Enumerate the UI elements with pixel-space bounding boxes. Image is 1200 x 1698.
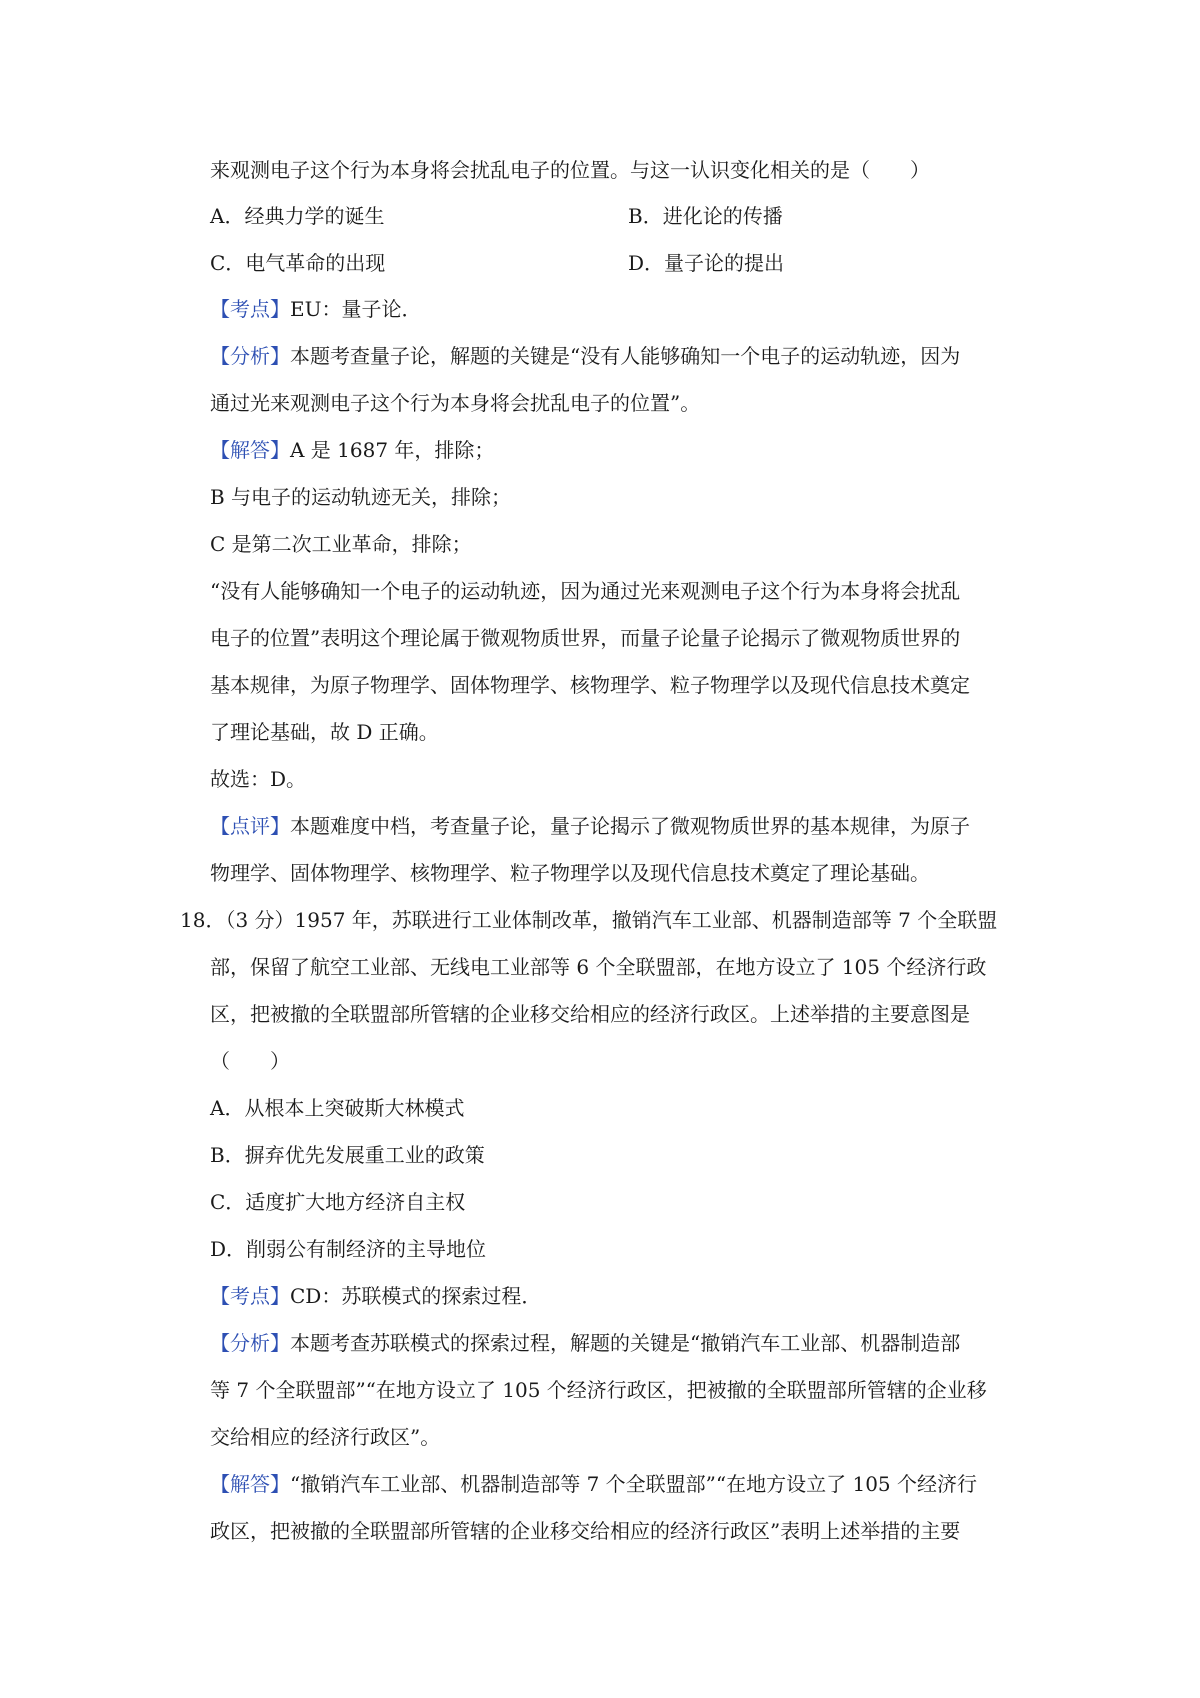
q17-dianping xyxy=(210,812,970,840)
q18-fenxi-line: 交给相应的经济行政区”。 xyxy=(210,1425,441,1449)
dianping-tag: 【点评】 xyxy=(210,814,290,838)
fenxi-tag: 【分析】 xyxy=(210,344,290,368)
q18-stem-line: 部，保留了航空工业部、无线电工业部等 6 个全联盟部，在地方设立了 105 个经济行政 xyxy=(210,955,987,979)
q17-jieda-line: 基本规律，为原子物理学、固体物理学、核物理学、粒子物理学以及现代信息技术奠定 xyxy=(210,673,970,697)
q18-kaodian xyxy=(210,1282,541,1310)
q18-jieda xyxy=(210,1470,977,1498)
jieda-text: A 是 1687 年，排除； xyxy=(290,438,495,462)
fenxi-text: 本题考查苏联模式的探索过程，解题的关键是“撤销汽车工业部、机器制造部 xyxy=(290,1331,961,1355)
kaodian-tag: 【考点】 xyxy=(210,1284,290,1308)
q18-option-a: A．从根本上突破斯大林模式 xyxy=(210,1096,465,1120)
jieda-tag: 【解答】 xyxy=(210,1472,290,1496)
q18-stem-line: 区，把被撤的全联盟部所管辖的企业移交给相应的经济行政区。上述举措的主要意图是 xyxy=(210,1002,970,1026)
fenxi-text: 本题考查量子论，解题的关键是“没有人能够确知一个电子的运动轨迹，因为 xyxy=(290,344,961,368)
q17-jieda xyxy=(210,436,494,464)
q17-option-b: B．进化论的传播 xyxy=(628,204,783,228)
q17-answer: 故选：D。 xyxy=(210,767,307,791)
q17-stem-tail: 来观测电子这个行为本身将会扰乱电子的位置。与这一认识变化相关的是（ ） xyxy=(210,158,930,182)
jieda-tag: 【解答】 xyxy=(210,438,290,462)
q18-stem: 18．（3 分）1957 年，苏联进行工业体制改革，撤销汽车工业部、机器制造部等 7 个全联盟 xyxy=(180,908,998,932)
kaodian-text: CD：苏联模式的探索过程． xyxy=(290,1284,542,1308)
q17-jieda-line: 电子的位置”表明这个理论属于微观物质世界，而量子论量子论揭示了微观物质世界的 xyxy=(210,626,961,650)
kaodian-text: EU：量子论． xyxy=(290,297,422,321)
q18-option-b: B．摒弃优先发展重工业的政策 xyxy=(210,1143,485,1167)
q18-jieda-line: 政区，把被撤的全联盟部所管辖的企业移交给相应的经济行政区”表明上述举措的主要 xyxy=(210,1519,961,1543)
q17-fenxi xyxy=(210,342,960,370)
fenxi-tag: 【分析】 xyxy=(210,1331,290,1355)
q17-jieda-line: C 是第二次工业革命，排除； xyxy=(210,532,472,556)
q18-option-c: C．适度扩大地方经济自主权 xyxy=(210,1190,466,1214)
q18-stem-bracket: （ ） xyxy=(210,1049,290,1073)
q17-jieda-line: 了理论基础，故 D 正确。 xyxy=(210,720,439,744)
q18-fenxi xyxy=(210,1329,960,1357)
q18-fenxi-line: 等 7 个全联盟部”“在地方设立了 105 个经济行政区，把被撤的全联盟部所管辖的企业移 xyxy=(210,1378,987,1402)
q17-jieda-line: “没有人能够确知一个电子的运动轨迹，因为通过光来观测电子这个行为本身将会扰乱 xyxy=(210,579,961,603)
q17-jieda-line: B 与电子的运动轨迹无关，排除； xyxy=(210,485,512,509)
dianping-text: 本题难度中档，考查量子论，量子论揭示了微观物质世界的基本规律，为原子 xyxy=(290,814,970,838)
q18-option-d: D．削弱公有制经济的主导地位 xyxy=(210,1237,487,1261)
kaodian-tag: 【考点】 xyxy=(210,297,290,321)
jieda-text: “撤销汽车工业部、机器制造部等 7 个全联盟部”“在地方设立了 105 个经济行 xyxy=(290,1472,978,1496)
q17-option-a: A．经典力学的诞生 xyxy=(210,204,385,228)
q17-option-c: C．电气革命的出现 xyxy=(210,251,386,275)
q17-fenxi-line: 通过光来观测电子这个行为本身将会扰乱电子的位置”。 xyxy=(210,391,701,415)
q17-kaodian xyxy=(210,295,421,323)
q17-option-d: D．量子论的提出 xyxy=(628,251,785,275)
q17-dianping-line: 物理学、固体物理学、核物理学、粒子物理学以及现代信息技术奠定了理论基础。 xyxy=(210,861,930,885)
